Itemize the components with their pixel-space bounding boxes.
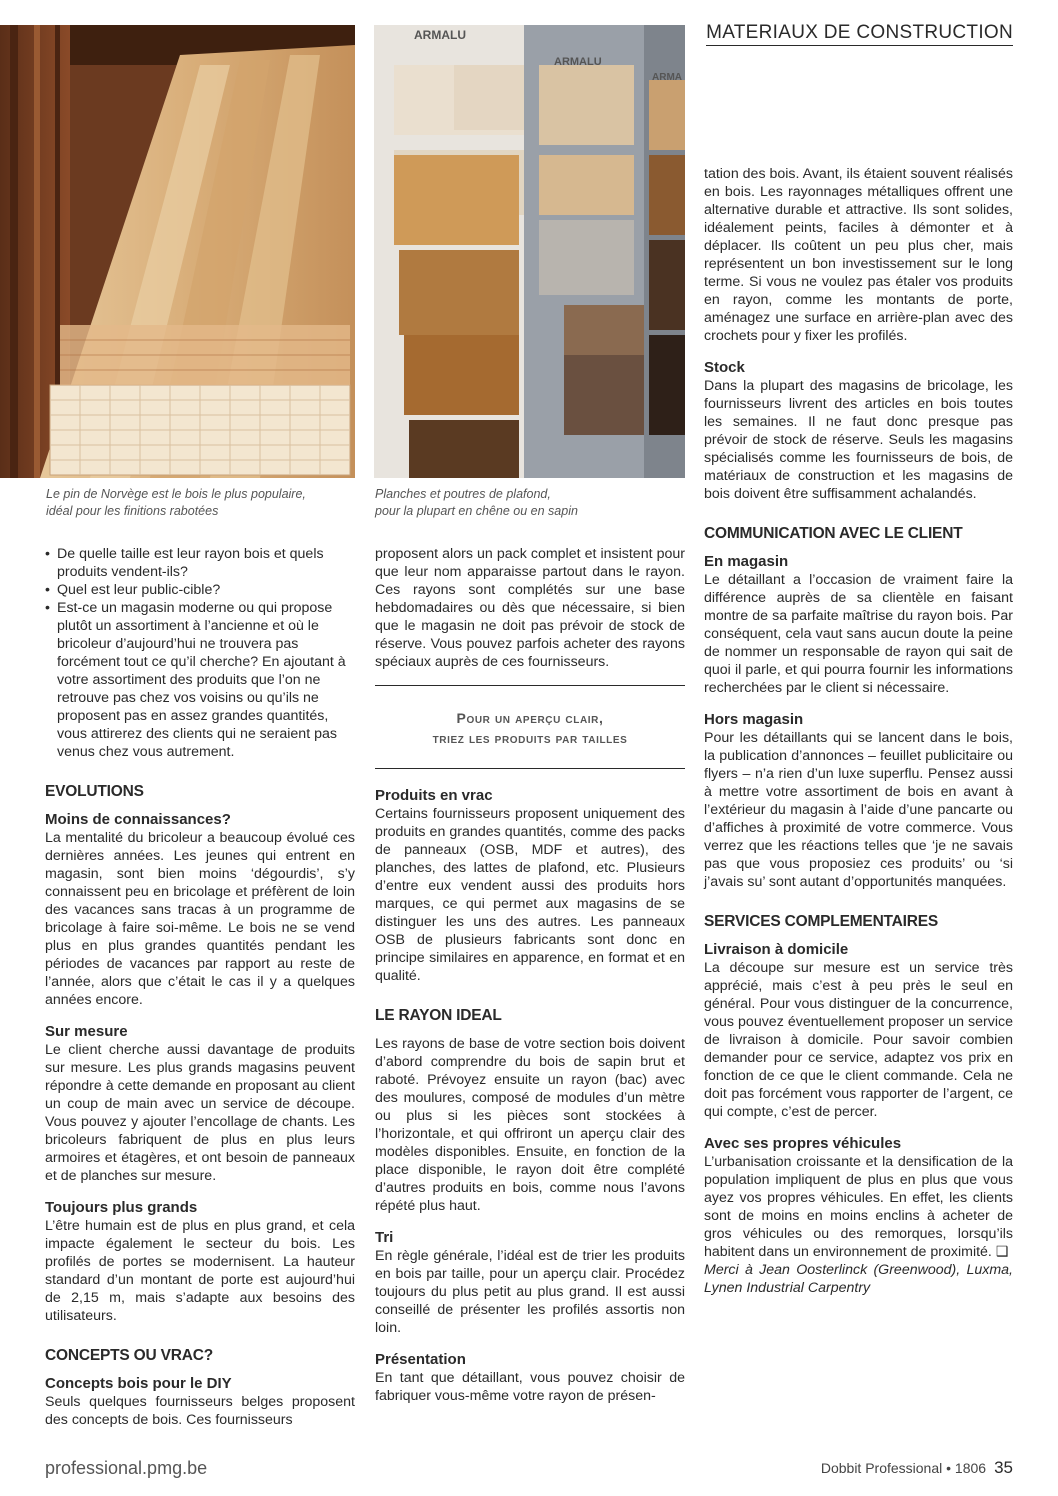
armalu-label-3: ARMA xyxy=(652,72,682,83)
paragraph: L’être humain est de plus en plus grand, et cela impacte également le secteur du bois. Les profilés de portes se modernisent. La hauteur standard d’un montant de porte est aujourd’hui de 2,15 m, mais s’adapte aux besoins des utilisateurs. xyxy=(45,1218,355,1324)
page-footer xyxy=(821,1458,1013,1478)
heading-rayon-ideal: LE RAYON IDEAL xyxy=(375,1007,502,1024)
paragraph: proposent alors un pack complet et insistent pour que leur nom apparaisse partout dans le rayon. Ces rayons sont complétés sur une base hebdomadaires ou dès que nécessaire, si bien que le magasin ne doit pas prévoir de stock de réserve. Vous pouvez parfois acheter des rayons spéciaux auprès de ces fournisseurs. xyxy=(375,546,685,670)
section-title: MATERIAUX DE CONSTRUCTION xyxy=(706,22,1013,46)
subheading-livraison: Livraison à domicile xyxy=(704,941,849,958)
photo-caption-1: Le pin de Norvège est le bois le plus populaire, idéal pour les finitions rabotées xyxy=(46,487,306,518)
column-3 xyxy=(704,165,1013,1297)
acknowledgements: Merci à Jean Oosterlinck (Greenwood), Luxma, Lynen Industrial Carpentry xyxy=(704,1262,1013,1296)
subheading-hors-magasin: Hors magasin xyxy=(704,711,804,728)
subheading-tri: Tri xyxy=(375,1229,394,1246)
subheading-presentation: Présentation xyxy=(375,1351,466,1368)
heading-services: SERVICES COMPLEMENTAIRES xyxy=(704,913,939,930)
heading-evolutions: EVOLUTIONS xyxy=(45,783,144,800)
magazine-issue: Dobbit Professional • 1806 xyxy=(820,1460,987,1476)
paragraph: Les rayons de base de votre section bois doivent d’abord comprendre du bois de sapin brut et raboté. Prévoyez ensuite un rayon (bac) avec des moulures, composé de modules d’un mètre ou plus si les pièces sont stockées à l’horizontale, et qui offriront un aperçu clair des modèles disponibles. Ensuite, en fonction de la place disponible, le rayon doit être complété d’autres produits en bois, comme nous l’avons répété plus haut. xyxy=(375,1036,685,1214)
subheading-mesure: Sur mesure xyxy=(45,1023,128,1040)
paragraph: Le client cherche aussi davantage de produits sur mesure. Les plus grands magasins peuvent répondre à cette demande en proposant au client un coup de main avec un service de découpe. Vous pouvez y ajouter l’encollage de chants. Les bricoleurs fabriquent de plus en plus leurs armoires et étagères, et ont besoin de panneaux et de planches sur mesure. xyxy=(45,1042,355,1184)
paragraph: La découpe sur mesure est un service très apprécié, mais c’est à peu près le seul en général. Pour vous distinguer de la concurrence, vous pouvez éventuellement proposer un service de livraison à domicile. Pour savoir combien demander pour ce service, adaptez vos prix en fonction de ce que le client commande. Cela ne doit pas forcément vous rapporter de l’argent, ce qui compte, c’est de percer. xyxy=(704,960,1013,1120)
heading-communication: COMMUNICATION AVEC LE CLIENT xyxy=(704,525,963,542)
website-link[interactable]: professional.pmg.be xyxy=(45,1458,208,1478)
paragraph: La mentalité du bricoleur a beaucoup évolué ces dernières années. Les jeunes qui entrent en magasin, sont bien moins ‘dégourdis’, s’y connaissent peu en bricolage et préfèrent de loin des vacances sans tracas à un programme de bricolage à faire soi-même. Le bois ne se vend plus en plus grandes quantités pendant les périodes de vacances par rapport au reste de l’année, alors que c’était le cas il y a quelques années encore. xyxy=(45,830,355,1008)
armalu-label-1: ARMALU xyxy=(414,28,466,42)
list-item: • De quelle taille est leur rayon bois et quels produits vendent-ils? xyxy=(45,545,355,581)
subheading-diy: Concepts bois pour le DIY xyxy=(45,1375,232,1392)
paragraph: En règle générale, l’idéal est de trier les produits en bois par taille, pour un aperçu clair. Procédez toujours du plus petit au plus grand. Il est aussi conseillé de présenter les profilés assortis non loin. xyxy=(375,1248,685,1336)
list-item: • Quel est leur public-cible? xyxy=(45,581,355,599)
column-1 xyxy=(45,545,355,1429)
pull-quote: Pour un aperçu clair, triez les produits par tailles xyxy=(375,685,685,769)
end-mark-icon: ❑ xyxy=(995,1244,1009,1260)
paragraph: tation des bois. Avant, ils étaient souvent réalisés en bois. Les rayonnages métalliques offrent une alternative durable et attractive. Ils sont solides, idéalement peints, faciles à démonter et à déplacer. Ils coûtent un peu plus cher, mais représentent un bon investissement sur le long terme. Si vous ne voulez pas étaler vos produits en rayon, comme les montants de porte, aménagez une surface en arrière-plan avec des crochets pour y fixer les profilés. xyxy=(704,166,1013,344)
column-2 xyxy=(375,545,685,1405)
subheading-moins: Moins de connaissances? xyxy=(45,811,231,828)
bullet-list xyxy=(45,545,355,761)
armalu-display-photo xyxy=(374,25,685,478)
armalu-label-2: ARMALU xyxy=(554,56,602,68)
paragraph: Le détaillant a l’occasion de vraiment faire la différence auprès de sa clientèle en faisant montre de sa parfaite maîtrise du rayon bois. Par conséquent, cela vaut sans aucun doute la peine de nommer un responsable de rayon qui sait de quoi il parle, et qui pourra fournir les informations recherchées par le client si nécessaire. xyxy=(704,572,1013,696)
paragraph: Certains fournisseurs proposent uniquement des produits en grandes quantités, comme des packs de panneaux (OSB, MDF et autres), des planches, des lattes de plafond, etc. Plusieurs d’entre eux vendent aussi des produits hors marques, ce qui permet aux magasins de se distinguer les uns des autres. Les panneaux OSB de plusieurs fabricants sont donc en principe similaires en apparence, en format et en qualité. xyxy=(375,806,685,984)
page-number: 35 xyxy=(994,1458,1013,1477)
subheading-stock: Stock xyxy=(704,359,745,376)
photo-caption-2: Planches et poutres de plafond, pour la plupart en chêne ou en sapin xyxy=(375,487,578,518)
heading-concepts: CONCEPTS OU VRAC? xyxy=(45,1347,213,1364)
paragraph: Seuls quelques fournisseurs belges proposent des concepts de bois. Ces fournisseurs xyxy=(45,1394,355,1428)
paragraph: En tant que détaillant, vous pouvez choisir de fabriquer vous-même votre rayon de présen- xyxy=(375,1370,685,1404)
lumber-stack-photo xyxy=(0,25,355,478)
subheading-vrac: Produits en vrac xyxy=(375,787,493,804)
subheading-grands: Toujours plus grands xyxy=(45,1199,198,1216)
paragraph: Dans la plupart des magasins de bricolage, les fournisseurs livrent des articles en bois toutes les semaines. Il ne faut donc presque pas prévoir de stock de réserve. Seuls les magasins spécialisés comme les fournisseurs de bois, de matériaux de construction et les magasins de bois doivent être suffisamment achalandés. xyxy=(704,378,1013,502)
subheading-vehicules: Avec ses propres véhicules xyxy=(704,1135,902,1152)
paragraph: Pour les détaillants qui se lancent dans le bois, la publication d’annonces – feuillet publicitaire ou flyers – n’a rien d’un luxe superflu. Pensez aussi à mettre votre assortiment de bois en avant à l’extérieur du magasin à l’aide d’une pancarte ou d’affiches à proximité de votre commerce. Vous verrez que les réactions telles que ‘je ne savais pas que vous proposiez ces produits’ ou ‘si j’avais su’ sont autant d’opportunités manquées. xyxy=(704,730,1013,890)
subheading-en-magasin: En magasin xyxy=(704,553,789,570)
list-item: • Est-ce un magasin moderne ou qui propose plutôt un assortiment à l’ancienne et où le bricoleur d’aujourd’hui ne trouvera pas forcément tout ce qu’il cherche? En ajoutant à votre assortiment des produits que l’on ne retrouve pas chez vos voisins ou qu’ils ne proposent pas en assez grandes quantités, vous attirerez des clients qui ne seraient pas venus chez vous autrement. xyxy=(45,599,355,761)
paragraph: L’urbanisation croissante et la densification de la population impliquent de plus en plus que vous ayez vos propres véhicules. En effet, les clients sont de moins en moins enclins à acheter de gros véhicules ou des remorques, lorsqu’ils habitent dans un environnement de proximité. ❑ xyxy=(704,1154,1013,1260)
